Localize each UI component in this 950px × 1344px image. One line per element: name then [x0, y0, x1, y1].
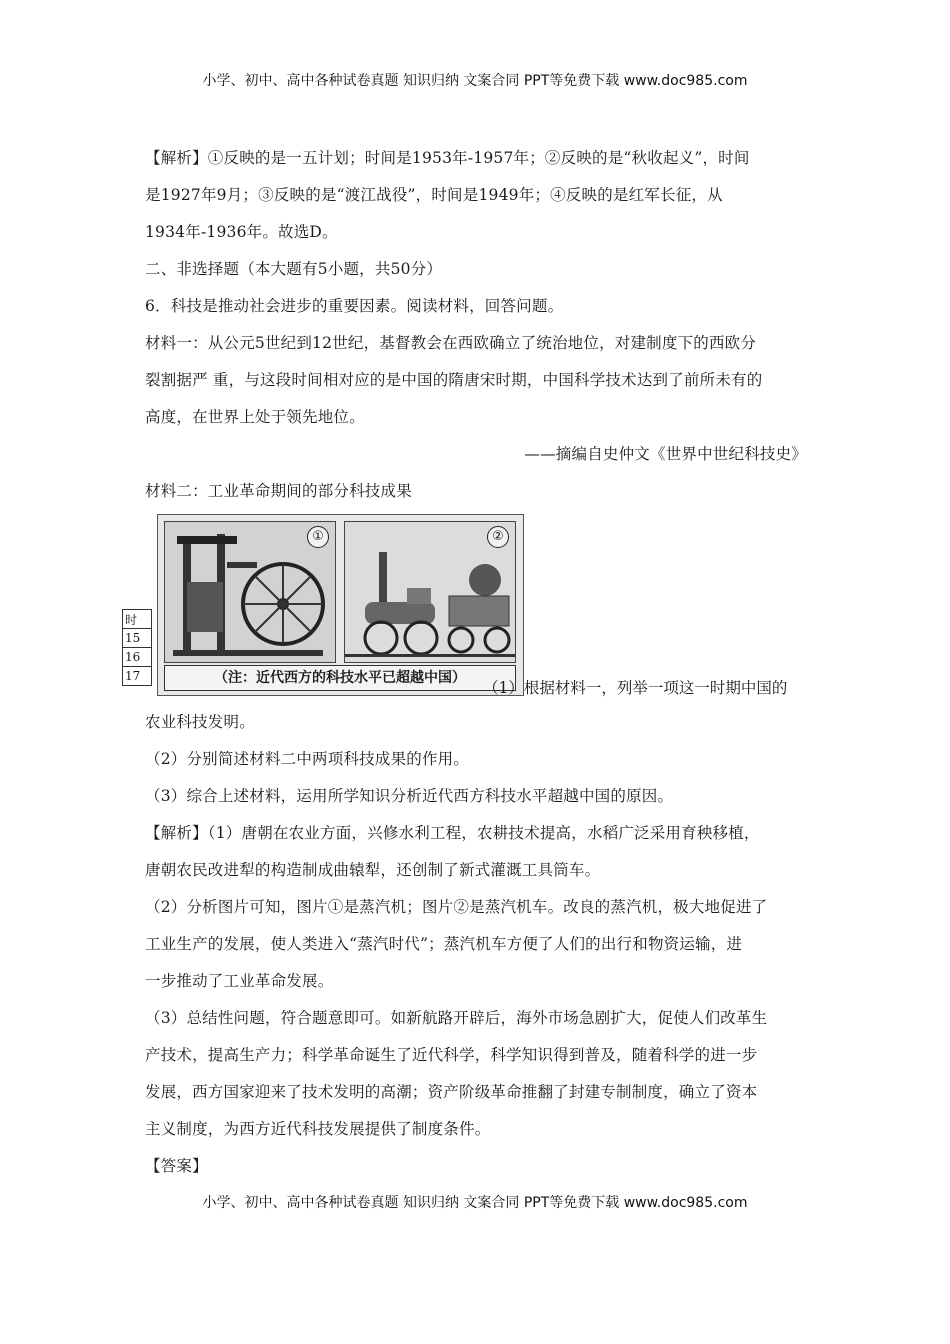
table-cell: 16 [123, 648, 152, 667]
answer-analysis-3-line-2: 产技术，提高生产力；科学革命诞生了近代科学，科学知识得到普及，随着科学的进一步 [145, 1046, 758, 1064]
question-1-cont: 农业科技发明。 [145, 713, 255, 731]
page-header: 小学、初中、高中各种试卷真题 知识归纳 文案合同 PPT等免费下载 www.doc985.com [202, 73, 748, 89]
page-footer: 小学、初中、高中各种试卷真题 知识归纳 文案合同 PPT等免费下载 www.doc985.com [202, 1195, 748, 1211]
analysis-line-2: 是1927年9月；③反映的是“渡江战役”，时间是1949年；④反映的是红军长征，从 [145, 186, 723, 204]
steam-engine-image [164, 521, 336, 663]
figure-label-2: ② [487, 526, 509, 548]
figure-label-1: ① [307, 526, 329, 548]
answer-analysis-3-line-4: 主义制度，为西方近代科技发展提供了制度条件。 [145, 1120, 491, 1138]
material-2-title: 材料二：工业革命期间的部分科技成果 [145, 482, 412, 500]
question-3: （3）综合上述材料，运用所学知识分析近代西方科技水平超越中国的原因。 [145, 787, 674, 805]
figure-caption: （注：近代西方的科技水平已超越中国） [164, 665, 516, 691]
analysis-line-1: 【解析】①反映的是一五计划；时间是1953年-1957年；②反映的是“秋收起义”，时间 [145, 149, 750, 167]
answer-heading: 【答案】 [145, 1157, 208, 1175]
question-6-stem: 6．科技是推动社会进步的重要因素。阅读材料，回答问题。 [145, 297, 564, 315]
analysis-line-3: 1934年-1936年。故选D。 [145, 223, 338, 241]
question-2: （2）分别简述材料二中两项科技成果的作用。 [145, 750, 470, 768]
answer-analysis-3-line-1: （3）总结性问题，符合题意即可。如新航路开辟后，海外市场急剧扩大，促使人们改革生 [145, 1009, 768, 1027]
industrial-revolution-figure [157, 514, 524, 696]
table-cell: 17 [123, 667, 152, 686]
material-1-line-2: 裂割据严 重，与这段时间相对应的是中国的隋唐宋时期，中国科学技术达到了前所未有的 [145, 371, 763, 389]
table-cell: 15 [123, 629, 152, 648]
answer-analysis-2-line-1: （2）分析图片可知，图片①是蒸汽机；图片②是蒸汽机车。改良的蒸汽机，极大地促进了 [145, 898, 768, 916]
partial-table [122, 609, 152, 686]
material-1-line-3: 高度，在世界上处于领先地位。 [145, 408, 365, 426]
answer-analysis-1-line-2: 唐朝农民改进犁的构造制成曲辕犁，还创制了新式灌溉工具筒车。 [145, 861, 601, 879]
table-cell: 时 [123, 610, 152, 629]
question-1-start: （1）根据材料一，列举一项这一时期中国的 [483, 679, 788, 697]
answer-analysis-3-line-3: 发展，西方国家迎来了技术发明的高潮；资产阶级革命推翻了封建专制制度，确立了资本 [145, 1083, 758, 1101]
answer-analysis-1-line-1: 【解析】（1）唐朝在农业方面，兴修水利工程，农耕技术提高，水稻广泛采用育秧移植， [145, 824, 760, 842]
answer-analysis-2-line-2: 工业生产的发展，使人类进入“蒸汽时代”；蒸汽机车方便了人们的出行和物资运输，进 [145, 935, 743, 953]
answer-analysis-2-line-3: 一步推动了工业革命发展。 [145, 972, 334, 990]
material-1-line-1: 材料一：从公元5世纪到12世纪，基督教会在西欧确立了统治地位，对建制度下的西欧分 [145, 334, 757, 352]
material-1-source: ——摘编自史仲文《世界中世纪科技史》 [524, 445, 807, 463]
figure-row [125, 514, 807, 704]
section-heading: 二、非选择题（本大题有5小题，共50分） [145, 260, 443, 278]
locomotive-image [344, 521, 516, 663]
document-body [125, 140, 807, 1185]
